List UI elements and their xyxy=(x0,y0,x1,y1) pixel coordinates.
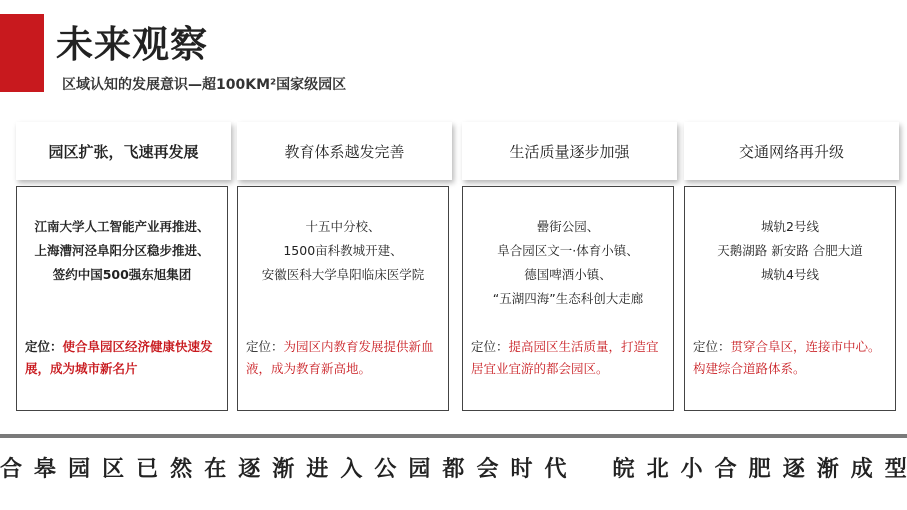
positioning-text xyxy=(25,336,221,380)
slogan-char: 逐 xyxy=(782,457,805,482)
positioning-value: 为园区内教育发展提供新血液，成为教育新高地。 xyxy=(246,339,434,376)
list-item: 罍街公园、 xyxy=(536,219,600,234)
card-items xyxy=(238,215,448,287)
slogan-char: 会 xyxy=(476,457,499,482)
slogan-char: 然 xyxy=(170,457,193,482)
card-items xyxy=(17,215,227,287)
slogan-char: 型 xyxy=(884,457,907,482)
slogan-char: 时 xyxy=(510,457,533,482)
list-item: 城轨4号线 xyxy=(761,267,819,282)
slogan-char: 逐 xyxy=(238,457,261,482)
slogan-char: 公 xyxy=(374,457,397,482)
list-item: 德国啤酒小镇、 xyxy=(524,267,612,282)
slogan-char: 已 xyxy=(136,457,159,482)
slogan-char: 皋 xyxy=(34,457,57,482)
positioning-value: 提高园区生活质量，打造宜居宜业宜游的都会园区。 xyxy=(471,339,659,376)
tab-education: 教育体系越发完善 xyxy=(237,122,452,180)
tab-living-quality: 生活质量逐步加强 xyxy=(462,122,677,180)
slogan-char: 渐 xyxy=(816,457,839,482)
list-item: 上海漕河泾阜阳分区稳步推进、 xyxy=(34,243,210,258)
card-living-quality xyxy=(462,186,674,411)
list-item: 江南大学人工智能产业再推进、 xyxy=(34,219,210,234)
slogan-char: 代 xyxy=(544,457,567,482)
slogan-char: 园 xyxy=(68,457,91,482)
positioning-value: 使合阜园区经济健康快速发展，成为城市新名片 xyxy=(25,339,213,376)
card-education xyxy=(237,186,449,411)
list-item: “五湖四海”生态科创大走廊 xyxy=(492,291,644,306)
positioning-text xyxy=(246,336,442,380)
list-item: 签约中国500强东旭集团 xyxy=(52,267,192,282)
list-item: 1500亩科教城开建、 xyxy=(283,243,403,258)
list-item: 天鹅湖路 新安路 合肥大道 xyxy=(717,243,863,258)
list-item: 安徽医科大学阜阳临床医学院 xyxy=(261,267,425,282)
slogan-char: 皖 xyxy=(612,457,635,482)
list-item: 十五中分校、 xyxy=(305,219,381,234)
slogan-char: 进 xyxy=(306,457,329,482)
slogan-char: 北 xyxy=(646,457,669,482)
slogan-char: 合 xyxy=(714,457,737,482)
card-transport xyxy=(684,186,896,411)
bottom-slogan xyxy=(0,452,907,483)
slogan-char: 入 xyxy=(340,457,363,482)
accent-bar xyxy=(0,14,44,92)
tab-transport: 交通网络再升级 xyxy=(684,122,899,180)
slogan-char: 都 xyxy=(442,457,465,482)
card-items xyxy=(463,215,673,311)
positioning-label: 定位： xyxy=(246,339,284,354)
positioning-label: 定位： xyxy=(693,339,731,354)
card-items xyxy=(685,215,895,287)
slogan-char: 区 xyxy=(102,457,125,482)
positioning-text xyxy=(693,336,889,380)
positioning-label: 定位： xyxy=(471,339,509,354)
list-item: 阜合园区文一·体育小镇、 xyxy=(497,243,639,258)
positioning-text xyxy=(471,336,667,380)
tab-park-expansion: 园区扩张，飞速再发展 xyxy=(16,122,231,180)
slogan-char: 成 xyxy=(850,457,873,482)
slogan-char: 肥 xyxy=(748,457,771,482)
page-subtitle: 区域认知的发展意识—超100KM²国家级园区 xyxy=(62,77,347,93)
positioning-value: 贯穿合阜区，连接市中心。构建综合道路体系。 xyxy=(693,339,881,376)
list-item: 城轨2号线 xyxy=(761,219,819,234)
positioning-label: 定位： xyxy=(25,339,63,354)
slogan-char: 小 xyxy=(680,457,703,482)
slogan-char: 合 xyxy=(0,457,23,482)
slogan-char xyxy=(579,452,601,483)
card-park-expansion xyxy=(16,186,228,411)
slogan-char: 在 xyxy=(204,457,227,482)
divider xyxy=(0,434,907,438)
slogan-char: 园 xyxy=(408,457,431,482)
page-title: 未来观察 xyxy=(56,23,208,66)
slogan-char: 渐 xyxy=(272,457,295,482)
